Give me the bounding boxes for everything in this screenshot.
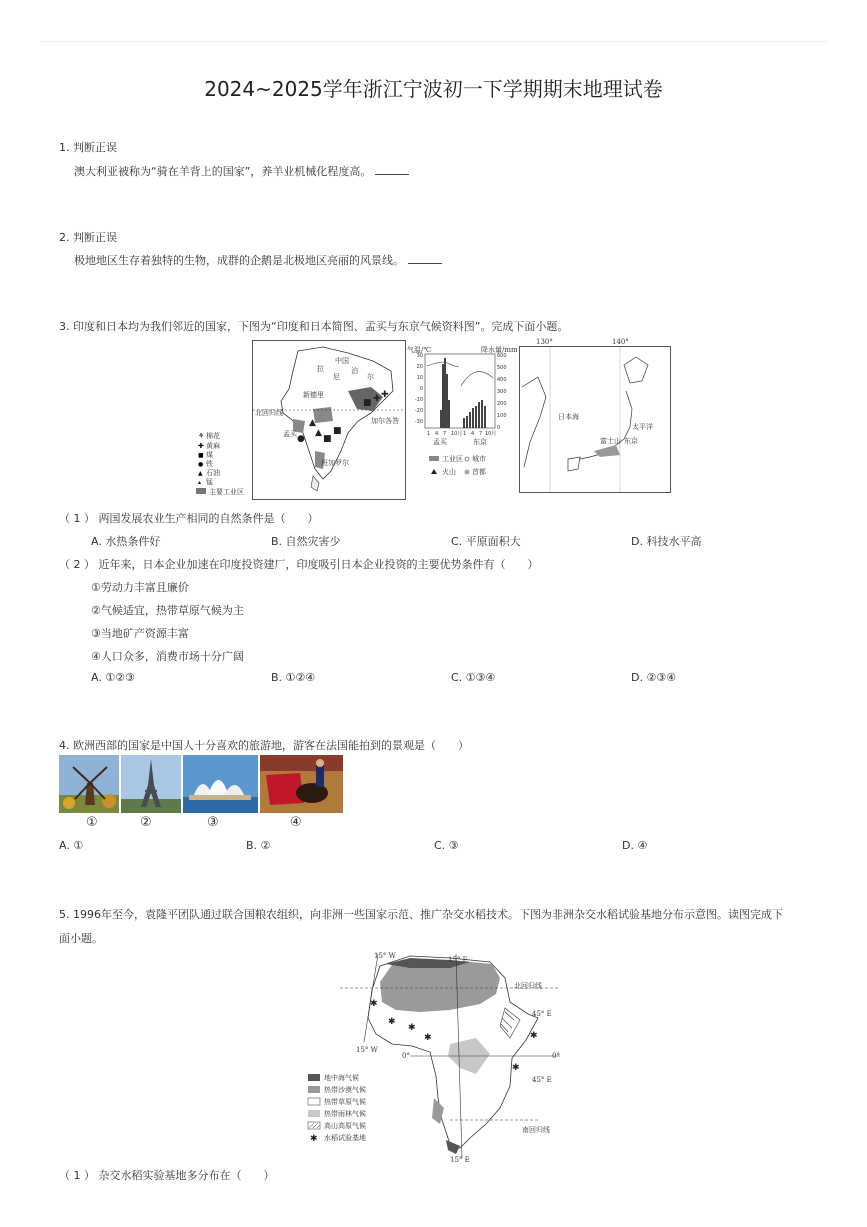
legend-industrial: 主要工业区 xyxy=(209,488,244,496)
legend-manganese: 锰 xyxy=(206,478,213,486)
rice-base-icon: ✱ xyxy=(310,1134,318,1144)
volcano-icon xyxy=(431,469,437,474)
q3-sub2-item-2: ②气候适宜，热带草原气候为主 xyxy=(91,604,244,617)
legend-oil: 石油 xyxy=(206,469,220,477)
rainforest-swatch xyxy=(308,1110,320,1117)
q4-option-b[interactable]: B. ② xyxy=(246,839,271,852)
svg-text:✱: ✱ xyxy=(370,999,378,1009)
q1-statement: 澳大利亚被称为“骑在羊背上的国家”，养羊业机械化程度高。 xyxy=(74,165,372,178)
label-pacific: 太平洋 xyxy=(632,423,653,431)
svg-text:0: 0 xyxy=(497,425,501,431)
india-map xyxy=(253,341,405,499)
legend-city: 城市 xyxy=(472,455,486,463)
city-icon xyxy=(465,457,469,461)
xtick-b-4: 4 xyxy=(471,431,475,437)
q2-answer-blank[interactable] xyxy=(408,254,442,264)
xtick-a-4: 4 xyxy=(435,431,439,437)
label-tropic-of-cancer: 北回归线 xyxy=(514,982,542,990)
photo-label-3: ③ xyxy=(207,815,219,830)
photo-label-4: ④ xyxy=(290,815,302,830)
lon-130: 130° xyxy=(536,338,553,346)
label-china: 中国 xyxy=(335,357,349,365)
climate-chart-figure xyxy=(405,340,517,488)
india-map-legend xyxy=(196,430,256,498)
svg-text:300: 300 xyxy=(497,389,507,395)
iron-icon: ● xyxy=(198,461,204,468)
label-sea-of-japan: 日本海 xyxy=(558,413,579,421)
label-tokyo: 东京 xyxy=(624,437,638,445)
label-er: 尔 xyxy=(367,373,374,381)
top-divider xyxy=(40,41,828,42)
svg-text:500: 500 xyxy=(497,365,507,371)
label-tropic-of-capricorn: 南回归线 xyxy=(522,1126,550,1134)
q1-answer-blank[interactable] xyxy=(375,165,409,175)
q3-sub2-option-c[interactable]: C. ①③④ xyxy=(451,671,496,684)
legend-tropical-savanna: 热带草原气候 xyxy=(324,1098,366,1106)
q1-header: 1. 判断正误 xyxy=(59,141,117,154)
label-new-delhi: 新德里 xyxy=(303,391,324,399)
label-kolkata: 加尔各答 xyxy=(371,417,399,425)
india-map-figure xyxy=(252,340,406,500)
svg-text:✱: ✱ xyxy=(512,1063,520,1073)
coal-icon: ■ xyxy=(198,452,204,459)
xtick-a-7: 7 xyxy=(443,431,447,437)
manganese-icon: ▴ xyxy=(198,479,202,486)
q4-option-c[interactable]: C. ③ xyxy=(434,839,459,852)
xtick-b-1: 1 xyxy=(463,431,467,437)
legend-coal: 煤 xyxy=(206,451,213,459)
svg-text:●: ● xyxy=(297,434,305,444)
svg-text:▲: ▲ xyxy=(315,428,322,438)
xtick-b-10: 10月 xyxy=(485,431,497,437)
q4-option-a[interactable]: A. ① xyxy=(59,839,84,852)
label-mumbai: 孟买 xyxy=(283,430,297,438)
svg-text:-30: -30 xyxy=(414,419,423,425)
legend-tropical-desert: 热带沙漠气候 xyxy=(324,1086,366,1094)
japan-map-figure xyxy=(519,346,671,493)
xtick-b-7: 7 xyxy=(479,431,483,437)
svg-text:0: 0 xyxy=(419,386,423,392)
svg-text:600: 600 xyxy=(497,353,507,359)
svg-text:-20: -20 xyxy=(414,408,423,414)
industrial-area-swatch xyxy=(196,488,206,494)
photo-windmill xyxy=(59,755,119,813)
q5-sub1: （ 1 ） 杂交水稻实验基地多分布在（ ） xyxy=(59,1169,275,1182)
svg-text:100: 100 xyxy=(497,413,507,419)
legend-jute: 黄麻 xyxy=(206,442,220,450)
svg-text:✱: ✱ xyxy=(388,1017,396,1027)
label-45e-bottom: 45° E xyxy=(532,1076,552,1084)
label-equator-left: 0° xyxy=(402,1052,410,1060)
legend-highland: 高山高原气候 xyxy=(324,1122,366,1130)
q3-sub2-item-1: ①劳动力丰富且廉价 xyxy=(91,581,189,594)
label-ni: 尼 xyxy=(333,373,340,381)
q3-sub1-option-a[interactable]: A. 水热条件好 xyxy=(91,535,161,548)
q5-stem-line1: 5. 1996年至今，袁隆平团队通过联合国粮农组织，向非洲一些国家示范、推广杂交水稻技术。下图为非洲杂交水稻试验基地分布示意图。读图完成下 xyxy=(59,908,783,921)
cotton-icon: ⚘ xyxy=(198,432,205,440)
q3-sub2-item-4: ④人口众多，消费市场十分广阔 xyxy=(91,650,244,663)
q3-sub2-option-a[interactable]: A. ①②③ xyxy=(91,671,135,684)
photo-label-2: ② xyxy=(140,815,152,830)
svg-text:✱: ✱ xyxy=(530,1031,538,1041)
svg-text:▲: ▲ xyxy=(309,418,316,428)
climate-city-mumbai: 孟买 xyxy=(433,438,447,446)
q3-sub2-option-d[interactable]: D. ②③④ xyxy=(631,671,677,684)
africa-map xyxy=(300,948,570,1166)
q3-sub1: （ 1 ） 两国发展农业生产相同的自然条件是（ ） xyxy=(59,512,319,525)
japan-map xyxy=(520,347,670,492)
svg-text:✱: ✱ xyxy=(408,1023,416,1033)
svg-text:✚: ✚ xyxy=(373,394,381,404)
q4-option-d[interactable]: D. ④ xyxy=(622,839,648,852)
q4-stem: 4. 欧洲西部的国家是中国人十分喜欢的旅游地，游客在法国能拍到的景观是（ ） xyxy=(59,739,469,752)
legend-cotton: 棉花 xyxy=(206,432,220,440)
label-mt-fuji: 富士山 xyxy=(600,437,621,445)
svg-text:■: ■ xyxy=(333,426,342,436)
label-bangalore: 班加罗尔 xyxy=(321,459,349,467)
photo-label-1: ① xyxy=(86,815,98,830)
xtick-a-10: 10月 xyxy=(451,431,463,437)
q3-sub2: （ 2 ） 近年来，日本企业加速在印度投资建厂，印度吸引日本企业投资的主要优势条件有（ ） xyxy=(59,558,539,571)
label-tropic-cancer: 北回归线 xyxy=(255,409,283,417)
xtick-a-1: 1 xyxy=(427,431,431,437)
legend-volcano: 火山 xyxy=(442,468,456,476)
climate-chart xyxy=(405,340,517,488)
lon-140: 140° xyxy=(612,338,629,346)
q5-stem-line2: 面小题。 xyxy=(59,932,103,945)
page-title: 2024~2025学年浙江宁波初一下学期期末地理试卷 xyxy=(204,77,663,101)
svg-text:✚: ✚ xyxy=(381,390,389,400)
svg-text:20: 20 xyxy=(416,364,423,370)
label-la: 拉 xyxy=(317,365,324,373)
desert-swatch xyxy=(308,1086,320,1093)
climate-ylabel-right: 降水量/mm xyxy=(481,346,517,354)
legend-capital: 首都 xyxy=(472,468,486,476)
label-15e-bottom: 15° E xyxy=(450,1156,470,1164)
savanna-swatch xyxy=(308,1098,320,1105)
q2-header: 2. 判断正误 xyxy=(59,231,117,244)
svg-text:200: 200 xyxy=(497,401,507,407)
climate-city-tokyo: 东京 xyxy=(473,438,487,446)
photo-bullfight xyxy=(260,755,343,813)
legend-industrial-zone: 工业区 xyxy=(442,455,463,463)
legend-rice-base: 水稻试验基地 xyxy=(324,1134,366,1142)
jute-icon: ✚ xyxy=(198,442,204,450)
photo-eiffel-tower xyxy=(121,755,181,813)
q2-statement: 极地地区生存着独特的生物，成群的企鹅是北极地区亮丽的风景线。 xyxy=(74,254,404,267)
svg-text:■: ■ xyxy=(363,398,372,408)
label-bo: 泊 xyxy=(351,367,358,375)
legend-mediterranean: 地中海气候 xyxy=(324,1074,359,1082)
q1-text xyxy=(74,163,409,179)
legend-iron: 铁 xyxy=(206,460,213,468)
photo-sydney-opera-house xyxy=(183,755,258,813)
q3-sub1-option-b[interactable]: B. 自然灾害少 xyxy=(271,535,341,548)
svg-text:30: 30 xyxy=(416,353,423,359)
mediterranean-swatch xyxy=(308,1074,320,1081)
q3-sub2-item-3: ③当地矿产资源丰富 xyxy=(91,627,189,640)
svg-text:400: 400 xyxy=(497,377,507,383)
svg-text:✱: ✱ xyxy=(424,1033,432,1043)
legend-tropical-rainforest: 热带雨林气候 xyxy=(324,1110,366,1118)
q3-sub2-option-b[interactable]: B. ①②④ xyxy=(271,671,316,684)
q3-sub1-option-d[interactable]: D. 科技水平高 xyxy=(631,535,702,548)
label-15e-top: 15° E xyxy=(448,956,468,964)
label-equator-right: 0° xyxy=(552,1052,560,1060)
q3-sub1-option-c[interactable]: C. 平原面积大 xyxy=(451,535,521,548)
svg-text:■: ■ xyxy=(323,434,332,444)
label-45e-top: 45° E xyxy=(532,1010,552,1018)
label-15w-top: 15° W xyxy=(374,952,396,960)
q2-text xyxy=(74,252,442,268)
label-15w-bottom: 15° W xyxy=(356,1046,378,1054)
climate-ylabel-left: 气温/℃ xyxy=(407,346,432,354)
industrial-swatch xyxy=(429,456,439,461)
svg-text:10: 10 xyxy=(416,375,423,381)
svg-text:-10: -10 xyxy=(414,397,423,403)
q3-stem: 3. 印度和日本均为我们邻近的国家，下图为“印度和日本简图、孟买与东京气候资料图”。完成下面小题。 xyxy=(59,320,569,333)
oil-icon: ▲ xyxy=(198,470,203,477)
